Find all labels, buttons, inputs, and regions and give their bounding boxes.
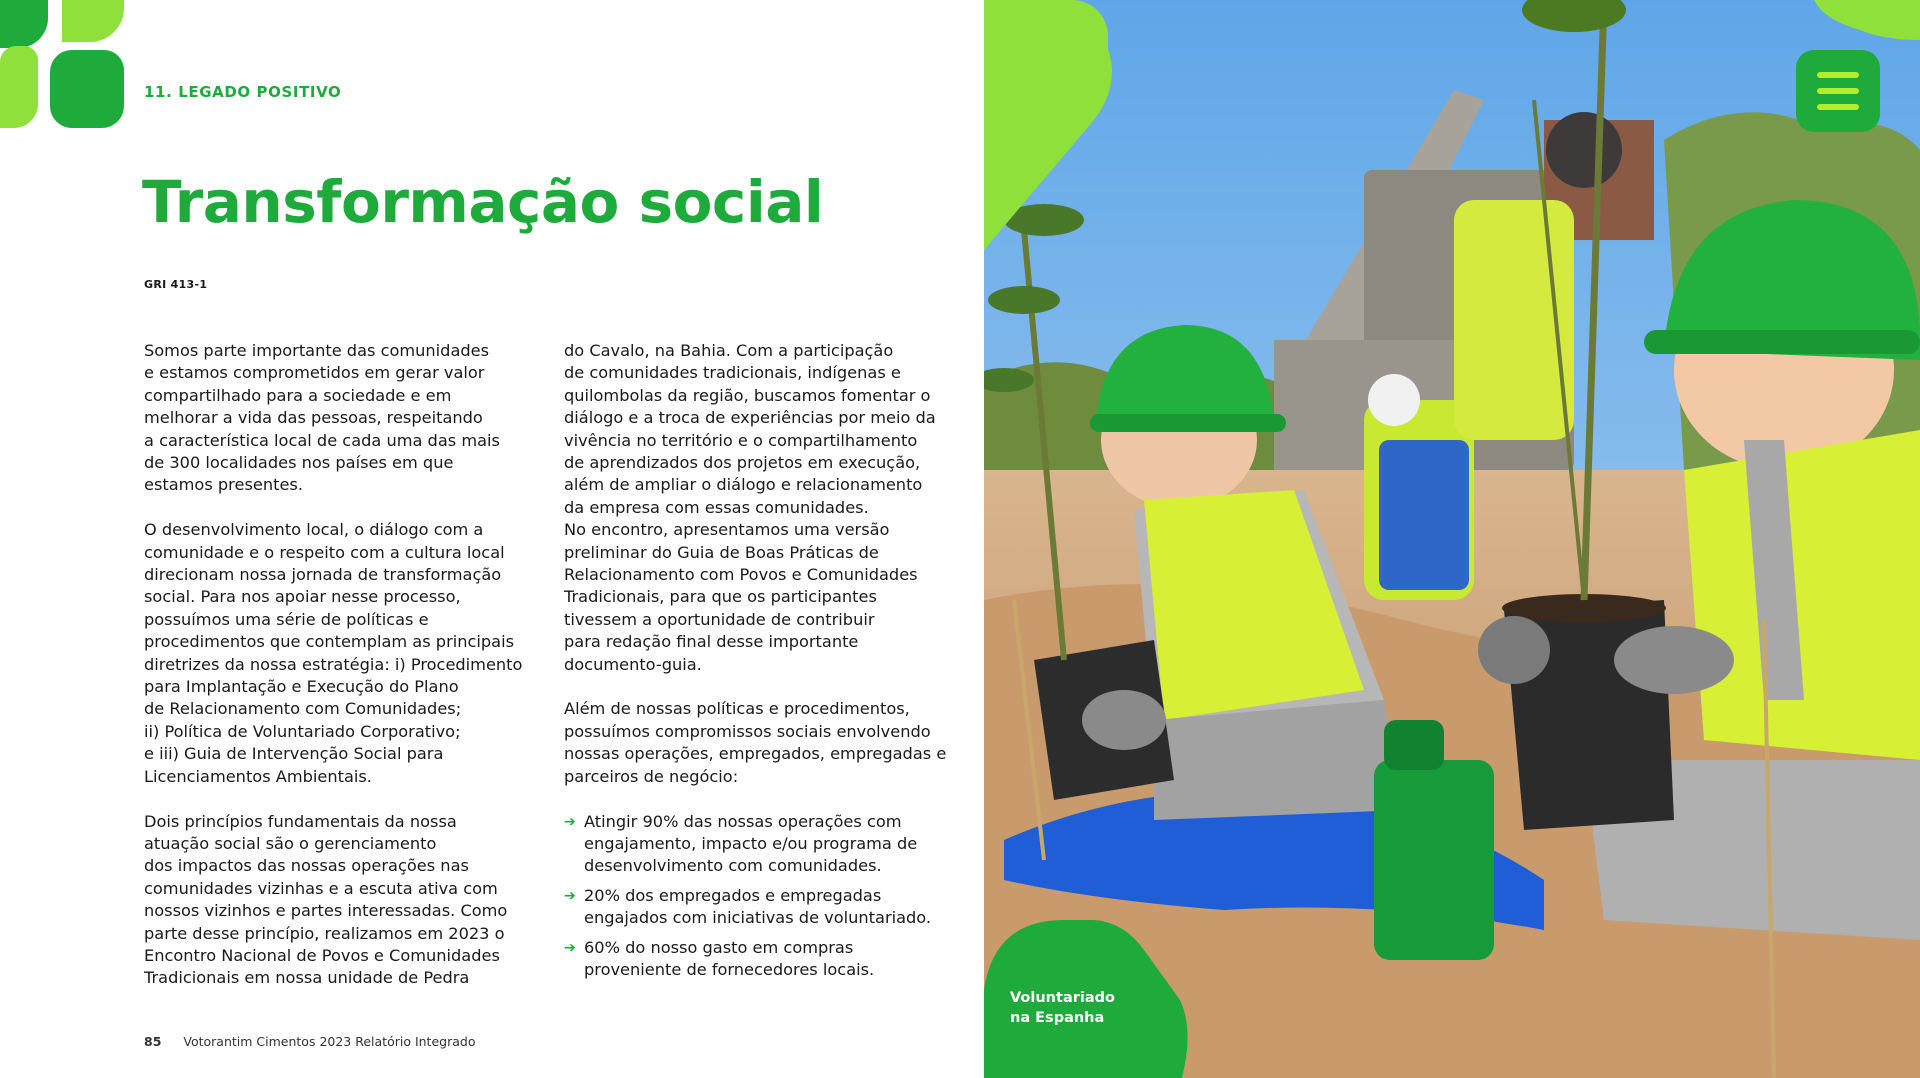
text-column-1 <box>144 340 544 1012</box>
list-item-text: 20% dos empregados e empregadas engajados com iniciativas de voluntariado. <box>584 885 932 928</box>
menu-icon <box>1817 88 1859 94</box>
list-item <box>564 885 964 930</box>
brand-shape-logo <box>0 0 130 130</box>
photo-panel <box>984 0 1920 1078</box>
commitments-list <box>564 811 964 982</box>
menu-icon <box>1817 72 1859 78</box>
photo-caption: Voluntariado na Espanha <box>1010 990 1115 1026</box>
list-item <box>564 937 964 982</box>
paragraph: Além de nossas políticas e procedimentos, possuímos compromissos sociais envolvendo nossas operações, empregados, empregadas e parceiros de negócio: <box>564 699 947 786</box>
page-title: Transformação social <box>142 168 824 236</box>
list-item-text: Atingir 90% das nossas operações com engajamento, impacto e/ou programa de desenvolvimento com comunidades. <box>584 811 918 876</box>
volunteer-planting-photo <box>984 0 1920 1078</box>
arrow-right-icon: ➔ <box>564 939 576 956</box>
page-footer <box>144 1034 475 1049</box>
arrow-right-icon: ➔ <box>564 887 576 904</box>
gri-code: GRI 413-1 <box>144 278 208 291</box>
list-item <box>564 811 964 878</box>
section-label: 11. LEGADO POSITIVO <box>144 83 342 101</box>
paragraph: No encontro, apresentamos uma versão preliminar do Guia de Boas Práticas de Relacionamento com Povos e Comunidades Tradicionais, para que os participantes tivessem a oportunidade de contribuir para redação final desse importante documento-guia. <box>564 520 918 674</box>
arrow-right-icon: ➔ <box>564 813 576 830</box>
paragraph: Dois princípios fundamentais da nossa atuação social são o gerenciamento dos impactos das nossas operações nas comunidades vizinhas e a escuta ativa com nossos vizinhos e partes interessadas. Como parte desse princípio, realizamos em 2023 o Encontro Nacional de Povos e Comunidades Tradicionais em nossa unidade de Pedra <box>144 811 508 988</box>
menu-icon <box>1817 104 1859 110</box>
paragraph: Somos parte importante das comunidades e estamos comprometidos em gerar valor compartilhado para a sociedade e em melhorar a vida das pessoas, respeitando a característica local de cada uma das mais de 300 localidades nos países em que estamos presentes. <box>144 341 500 495</box>
text-column-2 <box>564 340 964 988</box>
publication-title: Votorantim Cimentos 2023 Relatório Integrado <box>183 1034 476 1049</box>
menu-button[interactable] <box>1796 50 1880 132</box>
page-number: 85 <box>144 1034 162 1049</box>
paragraph: do Cavalo, na Bahia. Com a participação de comunidades tradicionais, indígenas e quilombolas da região, buscamos fomentar o diálogo e a troca de experiências por meio da vivência no território e o compartilhamento de aprendizados dos projetos em execução, além de ampliar o diálogo e relacionamento da empresa com essas comunidades. <box>564 341 936 517</box>
paragraph: O desenvolvimento local, o diálogo com a comunidade e o respeito com a cultura local direcionam nossa jornada de transformação social. Para nos apoiar nesse processo, possuímos uma série de políticas e procedimentos que contemplam as principais diretrizes da nossa estratégia: i) Procedimento para Implantação e Execução do Plano de Relacionamento com Comunidades; ii) Política de Voluntariado Corporativo; e iii) Guia de Intervenção Social para Licenciamentos Ambientais. <box>144 520 523 786</box>
list-item-text: 60% do nosso gasto em compras proveniente de fornecedores locais. <box>584 937 875 979</box>
